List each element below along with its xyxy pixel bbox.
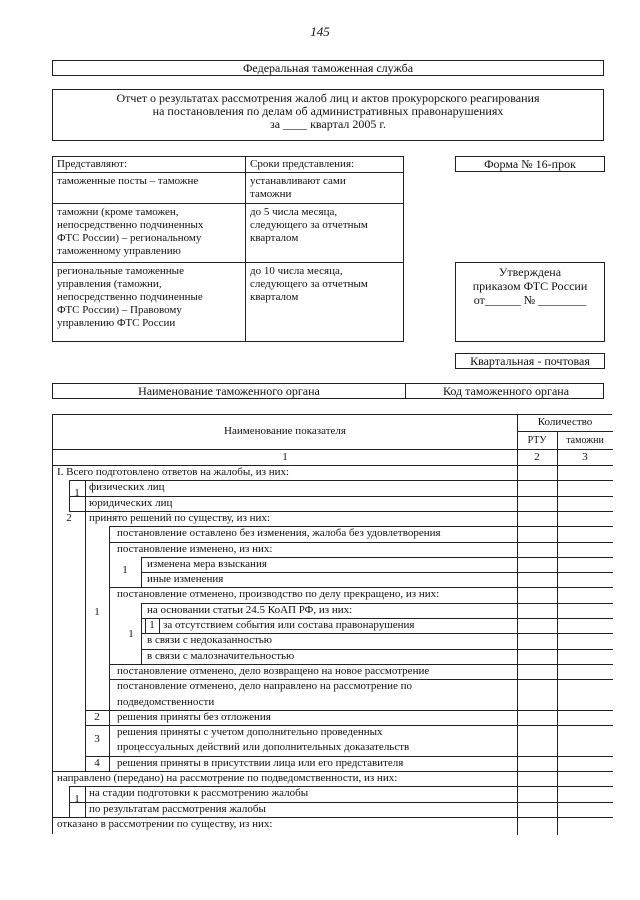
row-num-2-4: 4: [94, 756, 100, 769]
row-additional-evidence: решения приняты с учетом дополнительно проведенных: [117, 726, 383, 739]
schedule-row-3-left: региональные таможенные управления (таможни, непосредственно подчиненные ФТС России) – Правовому управлению ФТС России: [57, 265, 203, 329]
row-preparation-stage: на стадии подготовки к рассмотрению жалобы: [89, 787, 309, 800]
schedule-row-2-right: до 5 числа месяца, следующего за отчетным кварталом: [250, 206, 368, 244]
row-changed: постановление изменено, из них:: [117, 542, 273, 555]
approval-line-2: приказом ФТС России: [472, 279, 588, 293]
report-title-line-3: за ____ квартал 2005 г.: [270, 117, 386, 131]
customs-organ-code-label: Код таможенного органа: [405, 384, 606, 398]
approval-line-3: от______ № ________: [473, 293, 587, 307]
quantity-header: Количество: [537, 416, 593, 428]
row-after-review: по результатам рассмотрения жалобы: [89, 802, 266, 815]
schedule-row-1-right: устанавливают сами таможни: [250, 175, 346, 200]
row-num-changed-1: 1: [122, 563, 128, 576]
col-number-1: 1: [282, 451, 288, 463]
row-num-2-2: 2: [94, 710, 100, 723]
row-no-offence: за отсутствием события или состава правонарушения: [163, 619, 415, 631]
row-legal-entities: юридических лиц: [89, 496, 173, 509]
row-sent-jurisdiction-line-2: подведомственности: [117, 695, 215, 708]
col-number-2: 2: [534, 451, 540, 463]
row-left-unchanged: постановление оставлено без изменения, жалоба без удовлетворения: [117, 527, 441, 540]
schedule-header-right: Сроки представления:: [250, 158, 355, 170]
row-not-proven: в связи с недоказанностью: [147, 634, 273, 647]
schedule-row-3-right: до 10 числа месяца, следующего за отчетным кварталом: [250, 265, 368, 303]
report-title-line-1: Отчет о результатах рассмотрения жалоб лиц и актов прокурорского реагирования: [116, 91, 540, 105]
row-returned-new-review: постановление отменено, дело возвращено на новое рассмотрение: [117, 664, 430, 677]
row-cancelled-terminated: постановление отменено, производство по делу прекращено, из них:: [117, 588, 440, 601]
indicator-header: Наименование показателя: [224, 425, 346, 437]
row-other-changes: иные изменения: [147, 573, 224, 586]
schedule-row-2-left: таможни (кроме таможен, непосредственно подчиненных ФТС России) – региональному таможенному управлению: [57, 206, 204, 257]
customs-organ-name-label: Наименование таможенного органа: [138, 384, 320, 398]
row-decisions-on-merits: принято решений по существу, из них:: [89, 511, 270, 524]
submission-schedule-table: [52, 156, 404, 342]
row-individuals: физических лиц: [89, 481, 165, 494]
row-num-2-1: 1: [94, 605, 100, 618]
row-num-2: 2: [66, 511, 72, 524]
row-total-answers: I. Всего подготовлено ответов на жалобы, из них:: [57, 466, 290, 478]
row-in-presence: решения приняты в присутствии лица или его представителя: [117, 756, 404, 769]
report-title: [52, 89, 604, 141]
row-num-1: 1: [74, 487, 80, 500]
schedule-header-left: Представляют:: [57, 158, 128, 170]
col-number-3: 3: [582, 451, 588, 463]
row-num-3-1: 1: [74, 793, 80, 806]
row-additional-evidence-line-2: процессуальных действий или дополнительных доказательств: [117, 741, 410, 754]
row-refused-review: отказано в рассмотрении по существу, из них:: [57, 817, 273, 830]
approval-line-1: Утверждена: [498, 265, 562, 279]
row-penalty-changed: изменена мера взыскания: [147, 557, 267, 570]
delivery-method-label: Квартальная - почтовая: [455, 353, 605, 369]
row-num-cancel-1: 1: [128, 628, 134, 640]
schedule-row-1-left: таможенные посты – таможне: [57, 175, 199, 187]
approval-stamp-box: [455, 262, 605, 342]
row-redirected: направлено (передано) на рассмотрение по подведомственности, из них:: [57, 772, 398, 784]
page-number: 145: [310, 24, 330, 39]
report-title-line-2: на постановления по делам об административных правонарушениях: [152, 104, 504, 118]
col-rtu-header: РТУ: [527, 435, 547, 446]
col-customs-header: таможни: [566, 435, 604, 446]
form-number-label: Форма № 16-прок: [455, 156, 605, 172]
row-sent-jurisdiction: постановление отменено, дело направлено на рассмотрение по: [117, 680, 413, 693]
row-num-2-3: 3: [94, 733, 100, 746]
customs-organ-bar: [52, 383, 604, 399]
row-without-delay: решения приняты без отложения: [117, 710, 271, 723]
indicators-table: [52, 414, 612, 834]
row-insignificance: в связи с малозначительностью: [147, 649, 295, 662]
agency-title: Федеральная таможенная служба: [52, 60, 604, 76]
row-num-no-offence: 1: [149, 619, 155, 631]
row-article-24-5: на основании статьи 24.5 КоАП РФ, из них:: [147, 603, 353, 616]
